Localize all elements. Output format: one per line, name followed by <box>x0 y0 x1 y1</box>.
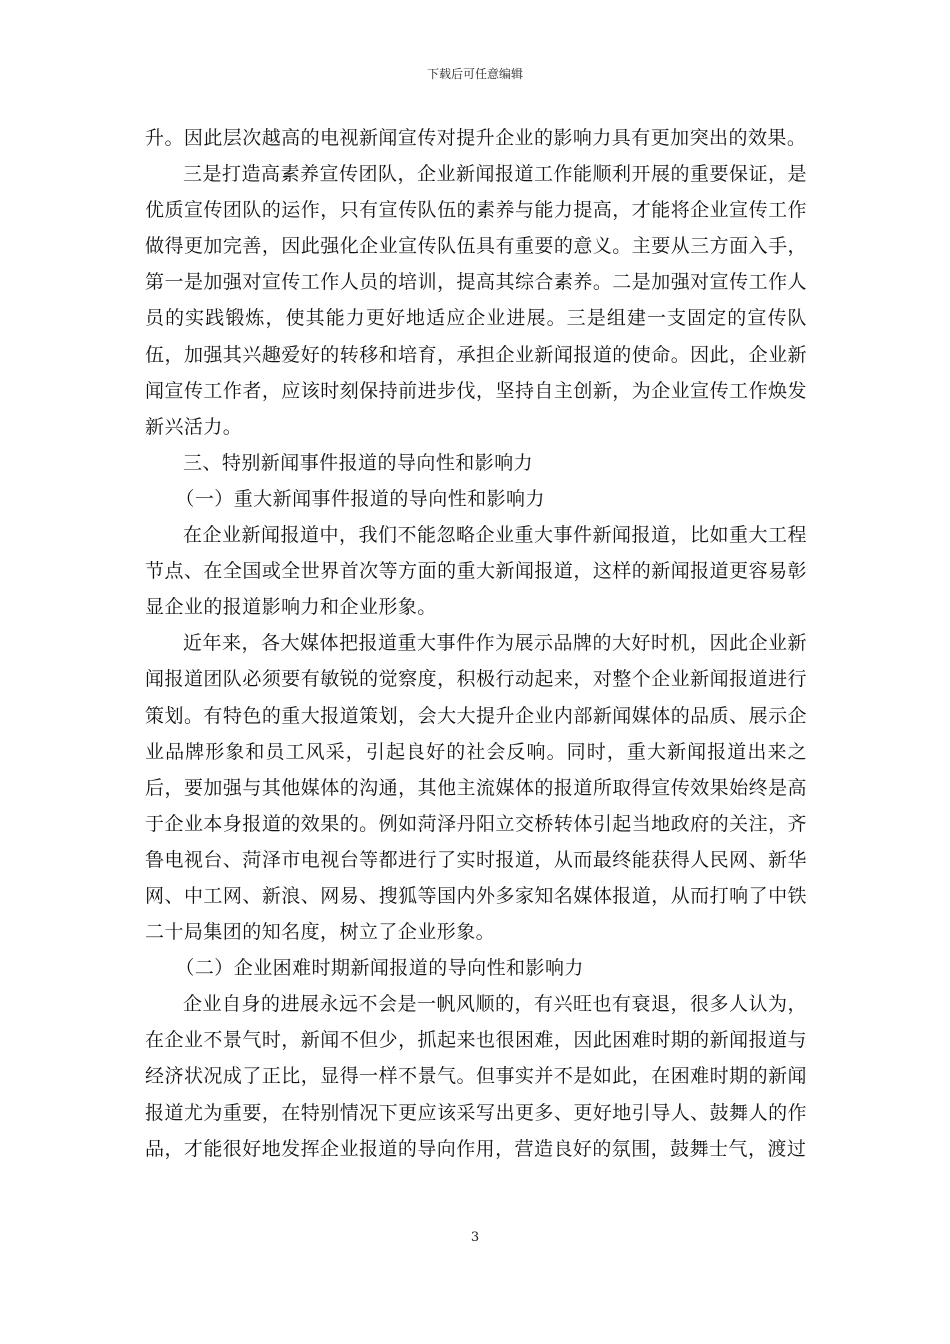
paragraph-continuation: 升。因此层次越高的电视新闻宣传对提升企业的影响力具有更加突出的效果。 <box>145 127 807 149</box>
paragraph-major-event-reporting: 在企业新闻报道中，我们不能忽略企业重大事件新闻报道，比如重大工程节点、在全国或全世界首次等方面的重大新闻报道，这样的新闻报道更容易彰显企业的报道影响力和企业形象。 <box>145 524 807 619</box>
document-body <box>145 120 807 1167</box>
subsection-heading-major-events: （一）重大新闻事件报道的导向性和影响力 <box>175 487 545 510</box>
paragraph-difficult-times: 企业自身的进展永远不会是一帆风顺的，有兴旺也有衰退，很多人认为，在企业不景气时，新闻不但少，抓起来也很困难，因此困难时期的新闻报道与经济状况成了正比，显得一样不景气。但事实并不是如此，在困难时期的新闻报道尤为重要，在特别情况下更应该采写出更多、更好地引导人、鼓舞人的作品，才能很好地发挥企业报道的导向作用，营造良好的氛围，鼓舞士气，渡过 <box>145 993 807 1160</box>
section-heading-special-news: 三、特别新闻事件报道的导向性和影响力 <box>183 451 534 474</box>
page-header: 下载后可任意编辑 <box>426 67 523 81</box>
page-number: 3 <box>470 1230 480 1245</box>
paragraph-publicity-team: 三是打造高素养宣传团队，企业新闻报道工作能顺利开展的重要保证，是优质宣传团队的运作，只有宣传队伍的素养与能力提高，才能将企业宣传工作做得更加完善，因此强化企业宣传队伍具有重要的意义。主要从三方面入手，第一是加强对宣传工作人员的培训，提高其综合素养。二是加强对宣传工作人员的实践锻炼，使其能力更好地适应企业进展。三是组建一支固定的宣传队伍，加强其兴趣爱好的转移和培育，承担企业新闻报道的使命。因此，企业新闻宣传工作者，应该时刻保持前进步伐，坚持自主创新，为企业宣传工作焕发新兴活力。 <box>145 163 807 438</box>
subsection-heading-difficult-times: （二）企业困难时期新闻报道的导向性和影响力 <box>175 957 584 980</box>
paragraph-media-planning: 近年来，各大媒体把报道重大事件作为展示品牌的大好时机，因此企业新闻报道团队必须要有敏锐的觉察度，积极行动起来，对整个企业新闻报道进行策划。有特色的重大报道策划，会大大提升企业内部新闻媒体的品质、展示企业品牌形象和员工风采，引起良好的社会反响。同时，重大新闻报道出来之后，要加强与其他媒体的沟通，其他主流媒体的报道所取得宣传效果始终是高于企业本身报道的效果的。例如菏泽丹阳立交桥转体引起当地政府的关注，齐鲁电视台、菏泽市电视台等都进行了实时报道，从而最终能获得人民网、新华网、中工网、新浪、网易、搜狐等国内外多家知名媒体报道，从而打响了中铁二十局集团的知名度，树立了企业形象。 <box>145 632 807 944</box>
